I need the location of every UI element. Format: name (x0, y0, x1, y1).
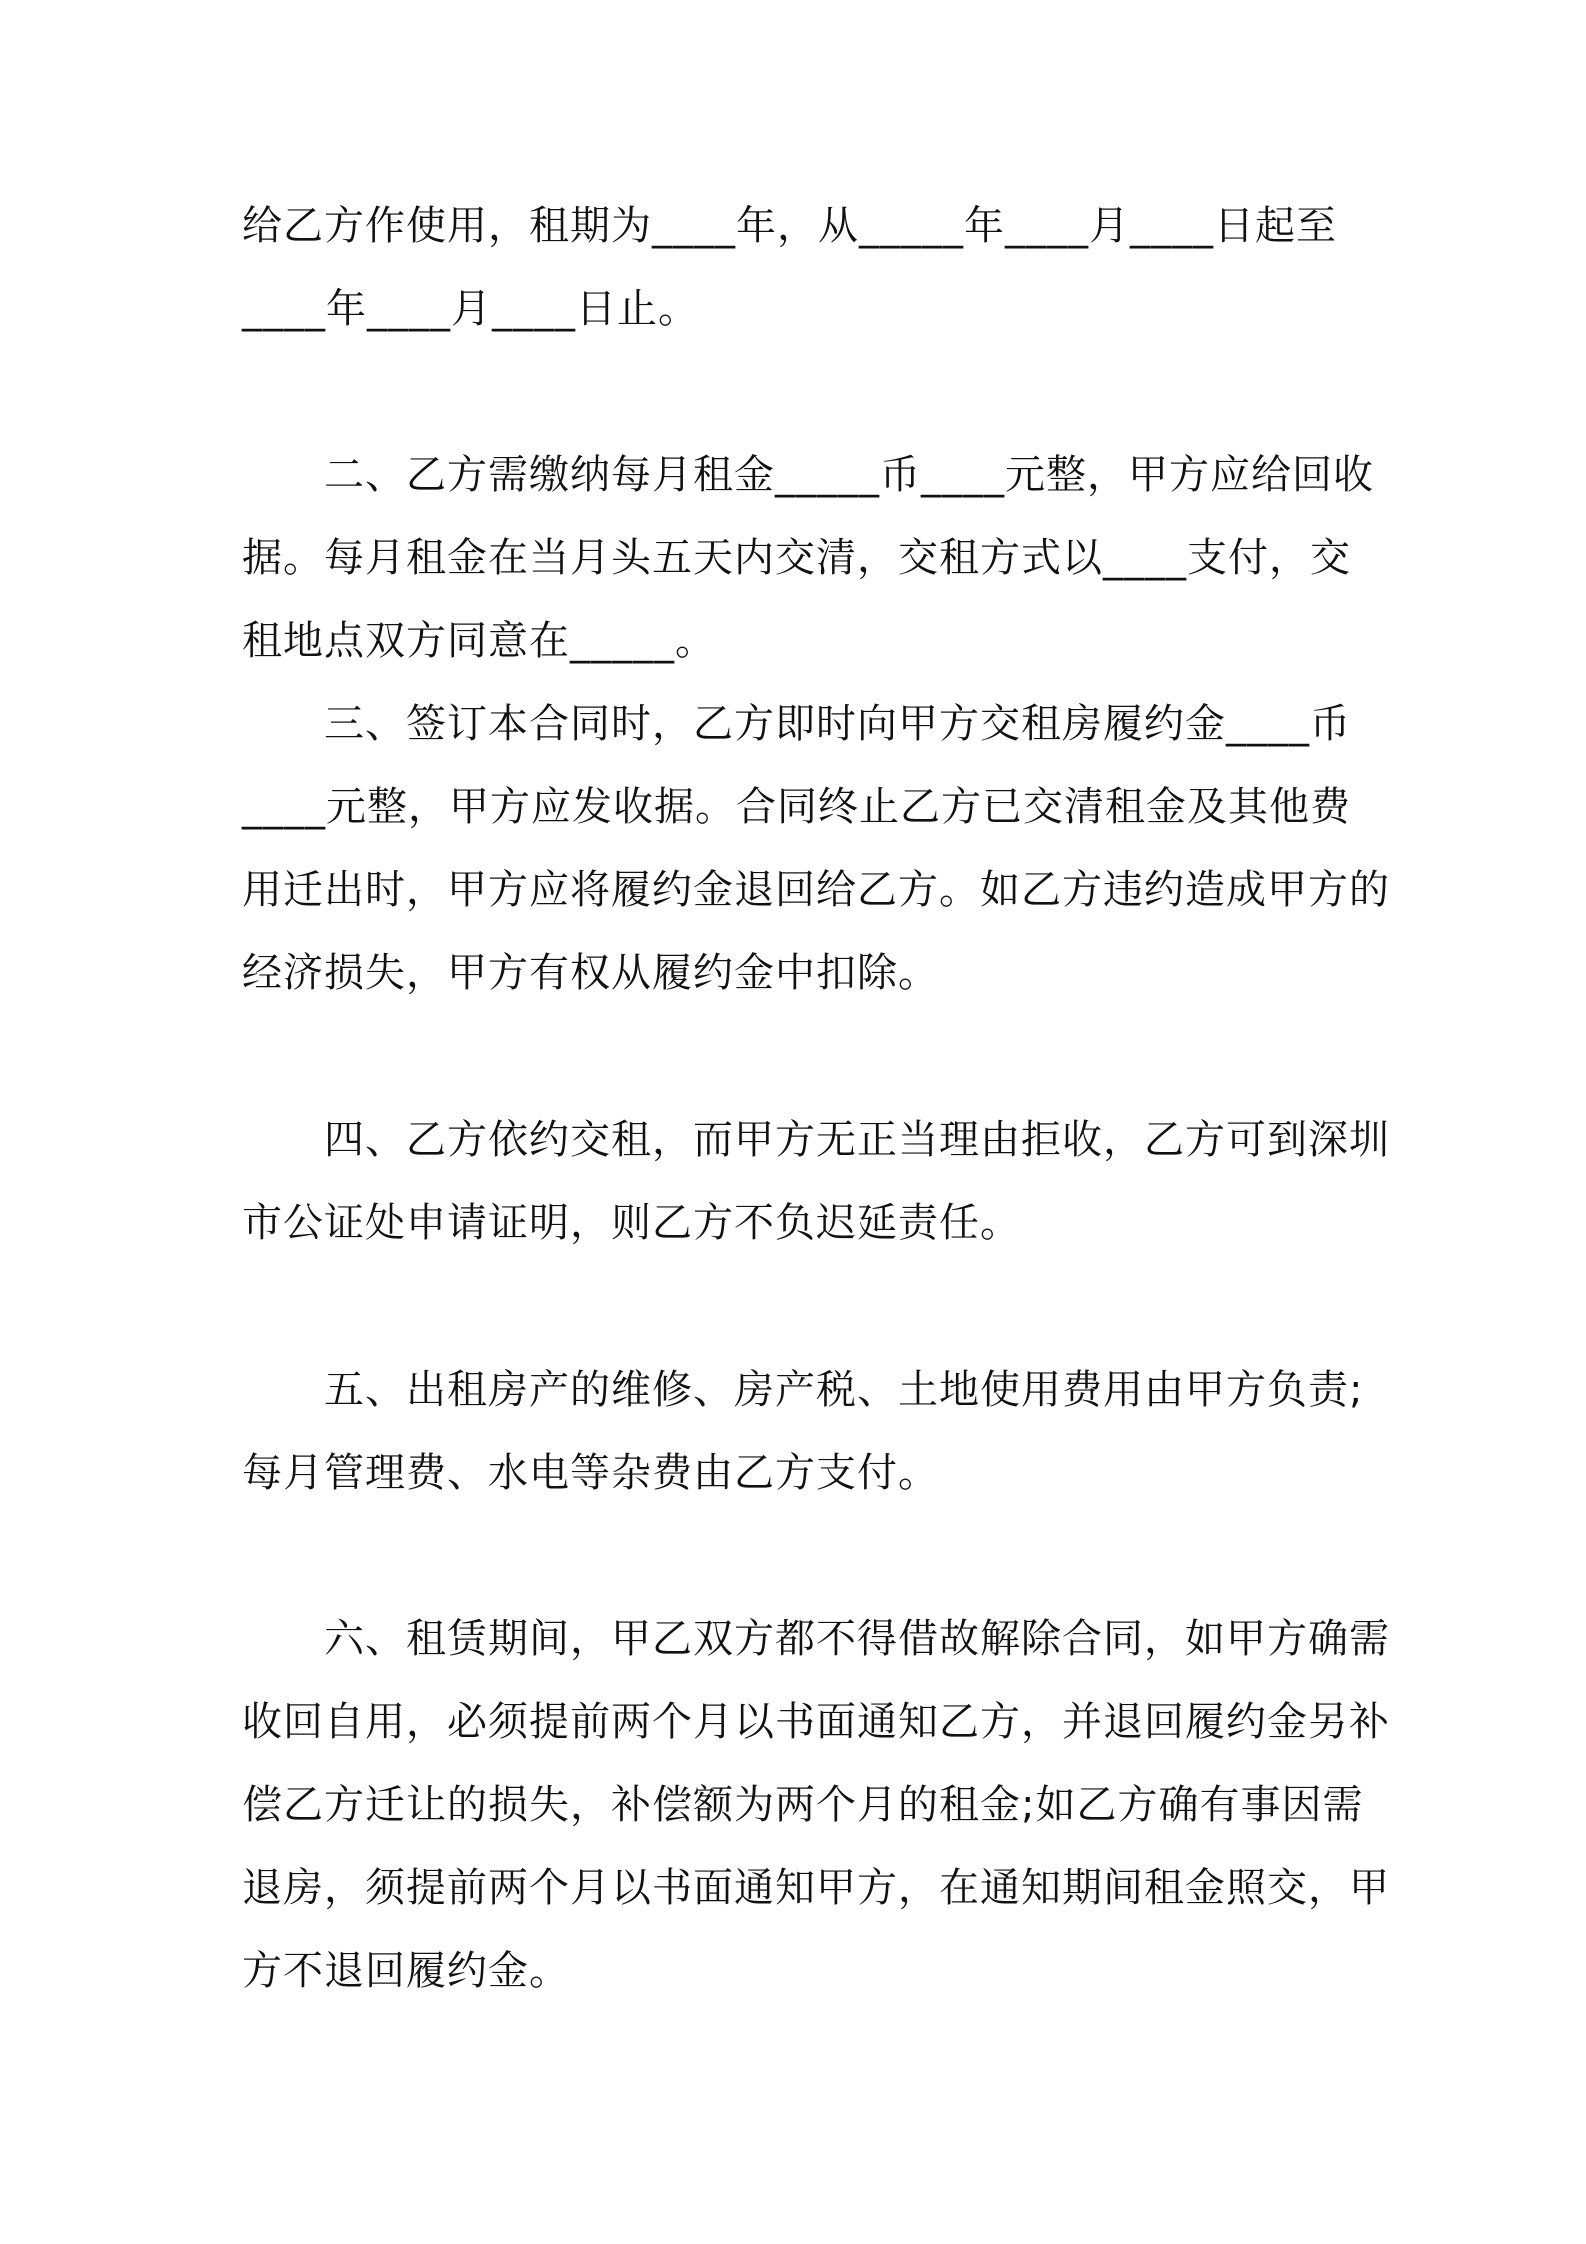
text-line: 偿乙方迁让的损失，补偿额为两个月的租金;如乙方确有事因需 (242, 1782, 1364, 1828)
text-line: 租地点双方同意在_____。 (242, 618, 716, 664)
paragraph-clause-5 (242, 1349, 1364, 1515)
paragraph-clause-3 (242, 683, 1390, 1015)
text-line: 经济损失，甲方有权从履约金中扣除。 (242, 950, 939, 996)
text-line: ____元整，甲方应发收据。合同终止乙方已交清租金及其他费 (242, 784, 1351, 830)
text-line: 二、乙方需缴纳每月租金_____币____元整，甲方应给回收 (242, 452, 1374, 498)
text-line: 六、租赁期间，甲乙双方都不得借故解除合同，如甲方确需 (242, 1616, 1390, 1662)
text-line: ____年____月____日止。 (242, 286, 699, 332)
text-line: 三、签订本合同时，乙方即时向甲方交租房履约金____币 (242, 701, 1351, 747)
text-line: 退房，须提前两个月以书面通知甲方，在通知期间租金照交，甲 (242, 1865, 1390, 1911)
text-line: 五、出租房产的维修、房产税、土地使用费用由甲方负责; (242, 1367, 1364, 1413)
text-line: 收回自用，必须提前两个月以书面通知乙方，并退回履约金另补 (242, 1699, 1390, 1745)
text-line: 据。每月租金在当月头五天内交清，交租方式以____支付，交 (242, 535, 1351, 581)
text-line: 市公证处申请证明，则乙方不负迟延责任。 (242, 1200, 1021, 1246)
paragraph-clause-6 (242, 1598, 1390, 2013)
text-line: 四、乙方依约交租，而甲方无正当理由拒收，乙方可到深圳 (242, 1117, 1390, 1163)
paragraph-clause-4 (242, 1099, 1390, 1265)
paragraph-clause-2 (242, 434, 1374, 683)
text-line: 用迁出时，甲方应将履约金退回给乙方。如乙方违约造成甲方的 (242, 867, 1390, 913)
paragraph-lease-term (242, 185, 1354, 351)
text-line: 方不退回履约金。 (242, 1948, 570, 1994)
text-line: 给乙方作使用，租期为____年，从_____年____月____日起至 (242, 203, 1337, 249)
text-line: 每月管理费、水电等杂费由乙方支付。 (242, 1450, 939, 1496)
